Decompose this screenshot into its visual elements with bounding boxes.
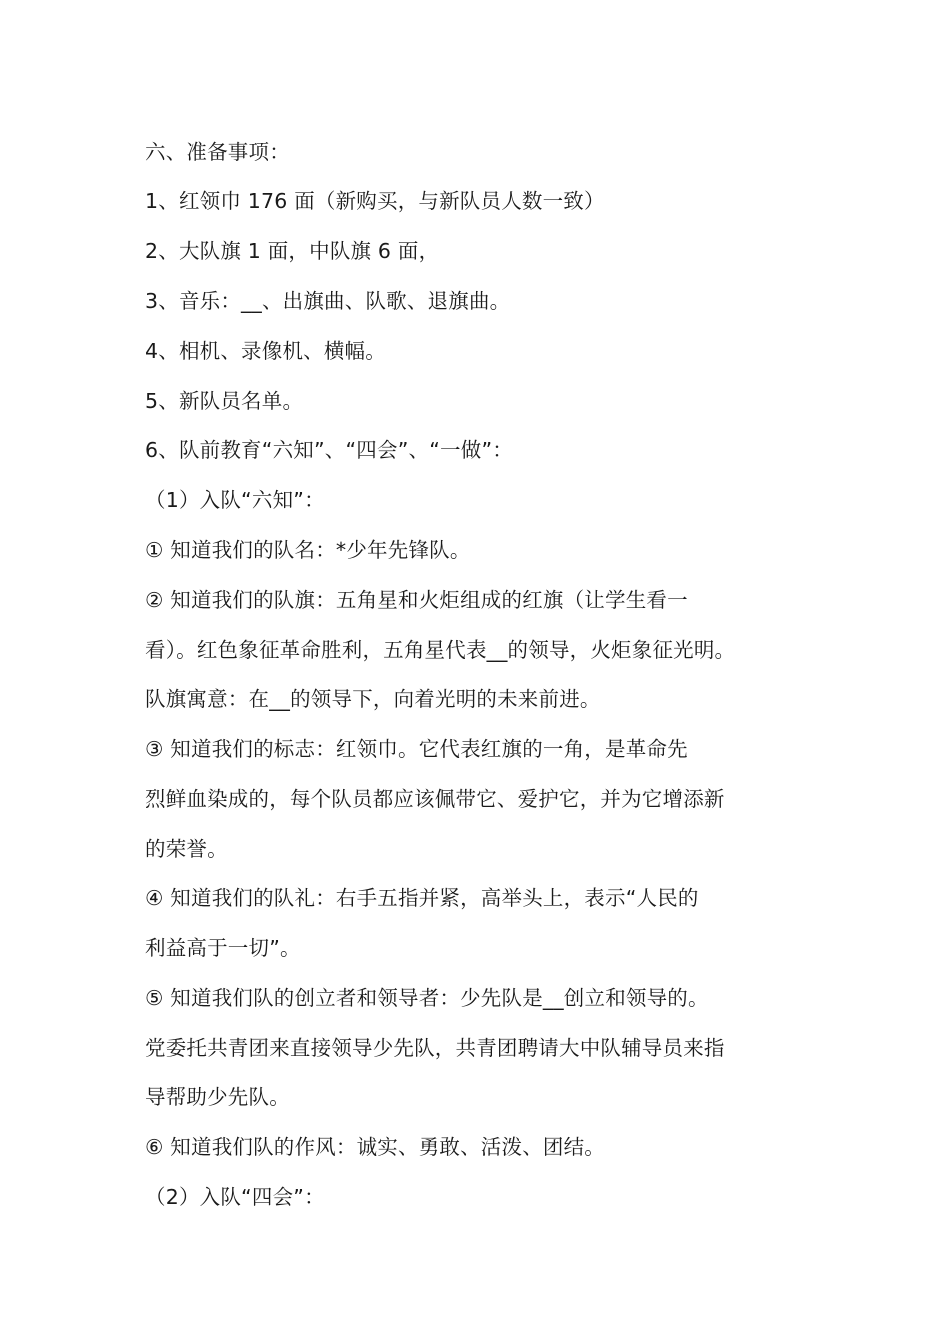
list-item-5: 5、新队员名单。 <box>145 389 304 413</box>
subheading-four-can: （2）入队“四会”： <box>145 1185 325 1209</box>
paragraph-line: ② 知道我们的队旗：五角星和火炬组成的红旗（让学生看一 <box>145 588 688 612</box>
paragraph-line: 烈鲜血染成的，每个队员都应该佩带它、爱护它，并为它增添新 <box>145 787 725 811</box>
paragraph-line: ⑤ 知道我们队的创立者和领导者：少先队是__创立和领导的。 <box>145 986 709 1010</box>
paragraph-line: ④ 知道我们的队礼：右手五指并紧，高举头上，表示“人民的 <box>145 886 699 910</box>
paragraph-line: 利益高于一切”。 <box>145 936 301 960</box>
paragraph-line: ③ 知道我们的标志：红领巾。它代表红旗的一角，是革命先 <box>145 737 688 761</box>
paragraph-line: 导帮助少先队。 <box>145 1085 290 1109</box>
paragraph-line: ⑥ 知道我们队的作风：诚实、勇敢、活泼、团结。 <box>145 1135 605 1159</box>
list-item-1: 1、红领巾 176 面（新购买，与新队员人数一致） <box>145 189 605 213</box>
list-item-2: 2、大队旗 1 面，中队旗 6 面， <box>145 239 440 263</box>
section-heading: 六、准备事项： <box>145 140 290 164</box>
paragraph-line: 看）。红色象征革命胜利，五角星代表__的领导，火炬象征光明。 <box>145 638 736 662</box>
paragraph-line: 的荣誉。 <box>145 837 228 861</box>
paragraph-line: ① 知道我们的队名：*少年先锋队。 <box>145 538 471 562</box>
paragraph-line: 队旗寓意：在__的领导下，向着光明的未来前进。 <box>145 687 601 711</box>
list-item-3: 3、音乐：__、出旗曲、队歌、退旗曲。 <box>145 289 511 313</box>
subheading-six-know: （1）入队“六知”： <box>145 488 325 512</box>
list-item-6: 6、队前教育“六知”、“四会”、“一做”： <box>145 438 513 462</box>
paragraph-line: 党委托共青团来直接领导少先队，共青团聘请大中队辅导员来指 <box>145 1036 725 1060</box>
list-item-4: 4、相机、录像机、横幅。 <box>145 339 386 363</box>
